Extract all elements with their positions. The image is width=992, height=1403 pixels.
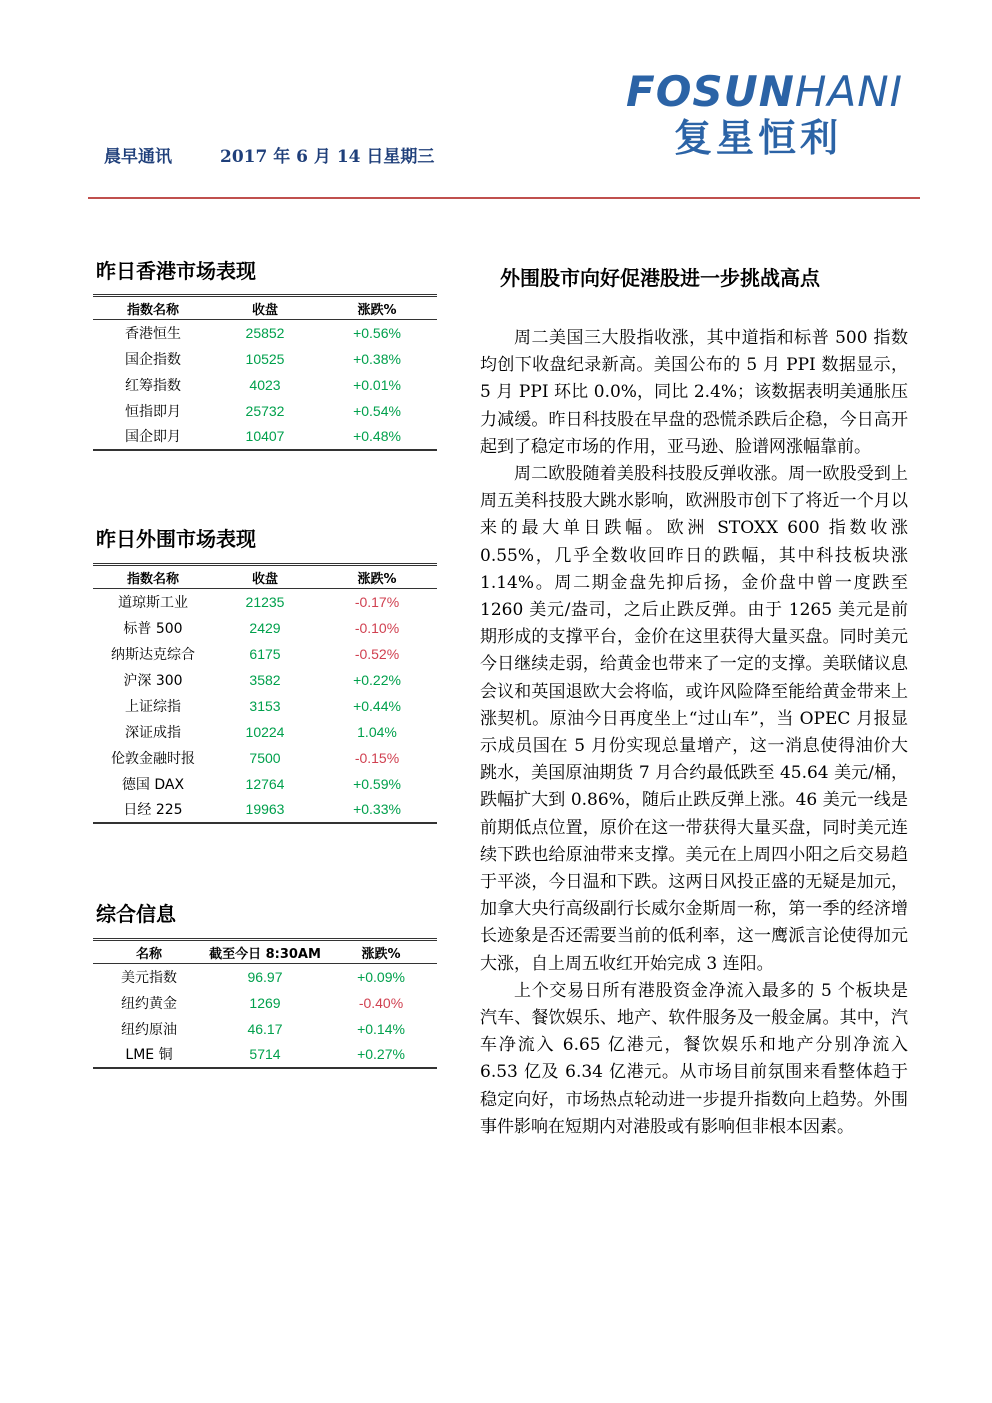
row-change: +0.54% bbox=[353, 402, 401, 419]
row-close: 25852 bbox=[245, 324, 285, 341]
row-close: 3582 bbox=[249, 671, 281, 688]
report-title: 晨早通讯 bbox=[104, 147, 172, 167]
table-row bbox=[93, 667, 437, 693]
row-name: 道琼斯工业 bbox=[118, 594, 188, 611]
row-close: 5714 bbox=[249, 1046, 281, 1062]
table-row bbox=[93, 693, 437, 719]
general-info-table bbox=[93, 938, 437, 1069]
article-paragraph: 上个交易日所有港股资金净流入最多的 5 个板块是汽车、餐饮娱乐、地产、软件服务及一般金属。其中，汽车净流入 6.65 亿港元，餐饮娱乐和地产分别净流入 6.53 亿及 6.34 亿港元。从市场目前氛围来看整体趋于稳定向好，市场热点轮动进一步提升指数向上趋势。外围事件影响在短期内对港股或有影响但非根本因素。 bbox=[480, 980, 908, 1137]
logo-en-bold: FOSUN bbox=[626, 67, 795, 116]
row-close: 2429 bbox=[249, 619, 281, 636]
row-change: -0.17% bbox=[354, 593, 400, 610]
table-header-row bbox=[93, 940, 437, 964]
row-change: +0.56% bbox=[353, 324, 401, 341]
global-market-table bbox=[93, 563, 437, 824]
table-row bbox=[93, 1042, 437, 1068]
row-close: 3153 bbox=[249, 697, 281, 714]
row-name: 美元指数 bbox=[121, 969, 177, 986]
row-change: +0.01% bbox=[353, 376, 401, 393]
row-name: 恒指即月 bbox=[125, 403, 181, 420]
table-row bbox=[93, 990, 437, 1016]
row-change: +0.33% bbox=[353, 801, 401, 817]
row-change: +0.38% bbox=[353, 350, 401, 367]
row-close: 96.97 bbox=[247, 968, 283, 985]
row-name: 沪深 300 bbox=[123, 672, 183, 689]
article-paragraph: 周二欧股随着美股科技股反弹收涨。周一欧股受到上周五美科技股大跳水影响，欧洲股市创下了将近一个月以来的最大单日跌幅。欧洲 STOXX 600 指数收涨 0.55%，几乎全数收回昨日的跌幅，其中科技板块涨 1.14%。周二期金盘先抑后扬，金价盘中曾一度跌至 1260 美元/盎司，之后止跌反弹。由于 1265 美元是前期形成的支撑平台，金价在这里获得大量买盘。同时美元今日继续走弱，给黄金也带来了一定的支撑。美联储议息会议和英国退欧大会将临，或许风险降至能给黄金带来上涨契机。原油今日再度坐上“过山车”，当 OPEC 月报显示成员国在 5 月份实现总量增产，这一消息使得油价大跳水，美国原油期货 7 月合约最低跌至 45.64 美元/桶，跌幅扩大到 0.86%，随后止跌反弹上涨。46 美元一线是前期低点位置，原价在这一带获得大量买盘，同时美元连续下跌也给原油带来支撑。美元在上周四小阳之后交易趋于平淡，今日温和下跌。这两日风投正盛的无疑是加元，加拿大央行高级副行长威尔金斯周一称，第一季的经济增长迹象是否还需要当前的低利率，这一鹰派言论使得加元大涨，自上周五收红开始完成 3 连阳。 bbox=[480, 464, 908, 974]
row-name: LME 铜 bbox=[125, 1047, 173, 1063]
fosun-hani-logo bbox=[626, 68, 920, 160]
row-close: 6175 bbox=[249, 645, 281, 662]
table-row bbox=[93, 615, 437, 641]
row-change: +0.48% bbox=[353, 428, 401, 444]
row-name: 国企指数 bbox=[125, 351, 181, 368]
table-row bbox=[93, 797, 437, 823]
table-row bbox=[93, 320, 437, 346]
article-title: 外围股市向好促港股进一步挑战高点 bbox=[500, 266, 820, 290]
row-close: 21235 bbox=[245, 593, 285, 610]
col-header-change: 涨跌% bbox=[361, 946, 401, 962]
article-paragraph: 周二美国三大股指收涨，其中道指和标普 500 指数均创下收盘纪录新高。美国公布的 5 月 PPI 数据显示，5 月 PPI 环比 0.0%，同比 2.4%；该数据表明美通胀压力减缓。昨日科技股在早盘的恐慌杀跌后企稳，今日高开起到了稳定市场的作用，亚马逊、脸谱网涨幅靠前。 bbox=[480, 328, 908, 457]
row-close: 1269 bbox=[249, 994, 281, 1011]
row-name: 德国 DAX bbox=[121, 776, 185, 793]
row-name: 上证综指 bbox=[125, 698, 181, 715]
col-header-name: 指数名称 bbox=[126, 571, 179, 587]
global-market-title: 昨日外围市场表现 bbox=[96, 527, 256, 551]
row-close: 7500 bbox=[249, 749, 281, 766]
report-date: 2017 年 6 月 14 日星期三 bbox=[220, 147, 435, 167]
general-info-title: 综合信息 bbox=[96, 902, 176, 926]
row-change: +0.59% bbox=[353, 775, 401, 792]
row-name: 纽约原油 bbox=[121, 1021, 177, 1038]
table-row bbox=[93, 424, 437, 450]
hk-market-title: 昨日香港市场表现 bbox=[96, 259, 256, 283]
article-body bbox=[480, 325, 908, 1141]
row-change: -0.40% bbox=[358, 994, 404, 1011]
table-row bbox=[93, 745, 437, 771]
table-row bbox=[93, 1016, 437, 1042]
row-close: 4023 bbox=[249, 376, 281, 393]
row-close: 10525 bbox=[245, 350, 285, 367]
row-name: 标普 500 bbox=[123, 620, 183, 637]
row-change: +0.14% bbox=[357, 1020, 405, 1037]
report-header bbox=[104, 142, 434, 167]
row-close: 10407 bbox=[245, 428, 285, 444]
row-close: 25732 bbox=[245, 402, 285, 419]
table-row bbox=[93, 964, 437, 990]
col-header-change: 涨跌% bbox=[357, 302, 397, 318]
row-name: 日经 225 bbox=[123, 802, 183, 818]
col-header-close: 收盘 bbox=[251, 571, 278, 587]
table-row bbox=[93, 346, 437, 372]
row-change: +0.09% bbox=[357, 968, 405, 985]
table-row bbox=[93, 719, 437, 745]
row-change: -0.15% bbox=[354, 749, 400, 766]
table-row bbox=[93, 589, 437, 615]
row-close: 19963 bbox=[245, 801, 285, 817]
row-name: 深证成指 bbox=[125, 724, 181, 741]
table-header-row bbox=[93, 296, 437, 320]
hk-market-table bbox=[93, 294, 437, 451]
row-close: 10224 bbox=[245, 723, 285, 740]
table-header-row bbox=[93, 565, 437, 589]
row-change: 1.04% bbox=[357, 723, 397, 740]
row-name: 纳斯达克综合 bbox=[111, 646, 195, 663]
row-change: +0.44% bbox=[353, 697, 401, 714]
table-row bbox=[93, 641, 437, 667]
col-header-name: 指数名称 bbox=[126, 302, 179, 318]
logo-en-thin: HANI bbox=[794, 67, 904, 116]
table-row bbox=[93, 372, 437, 398]
table-row bbox=[93, 771, 437, 797]
row-name: 香港恒生 bbox=[125, 325, 181, 342]
col-header-change: 涨跌% bbox=[357, 571, 397, 587]
logo-chinese: 复星恒利 bbox=[674, 116, 843, 160]
row-change: +0.27% bbox=[357, 1046, 405, 1062]
row-name: 国企即月 bbox=[125, 429, 181, 445]
col-header-name: 名称 bbox=[135, 946, 162, 962]
row-close: 46.17 bbox=[247, 1020, 283, 1037]
table-row bbox=[93, 398, 437, 424]
row-name: 伦敦金融时报 bbox=[111, 750, 195, 767]
row-name: 纽约黄金 bbox=[121, 995, 177, 1012]
row-close: 12764 bbox=[245, 775, 285, 792]
row-change: -0.10% bbox=[354, 619, 400, 636]
logo-english bbox=[626, 68, 920, 116]
row-change: -0.52% bbox=[354, 645, 400, 662]
row-name: 红筹指数 bbox=[125, 377, 181, 394]
row-change: +0.22% bbox=[353, 671, 401, 688]
col-header-close: 收盘 bbox=[251, 302, 278, 318]
header-divider bbox=[88, 197, 920, 199]
col-header-close: 截至今日 8:30AM bbox=[209, 946, 321, 962]
